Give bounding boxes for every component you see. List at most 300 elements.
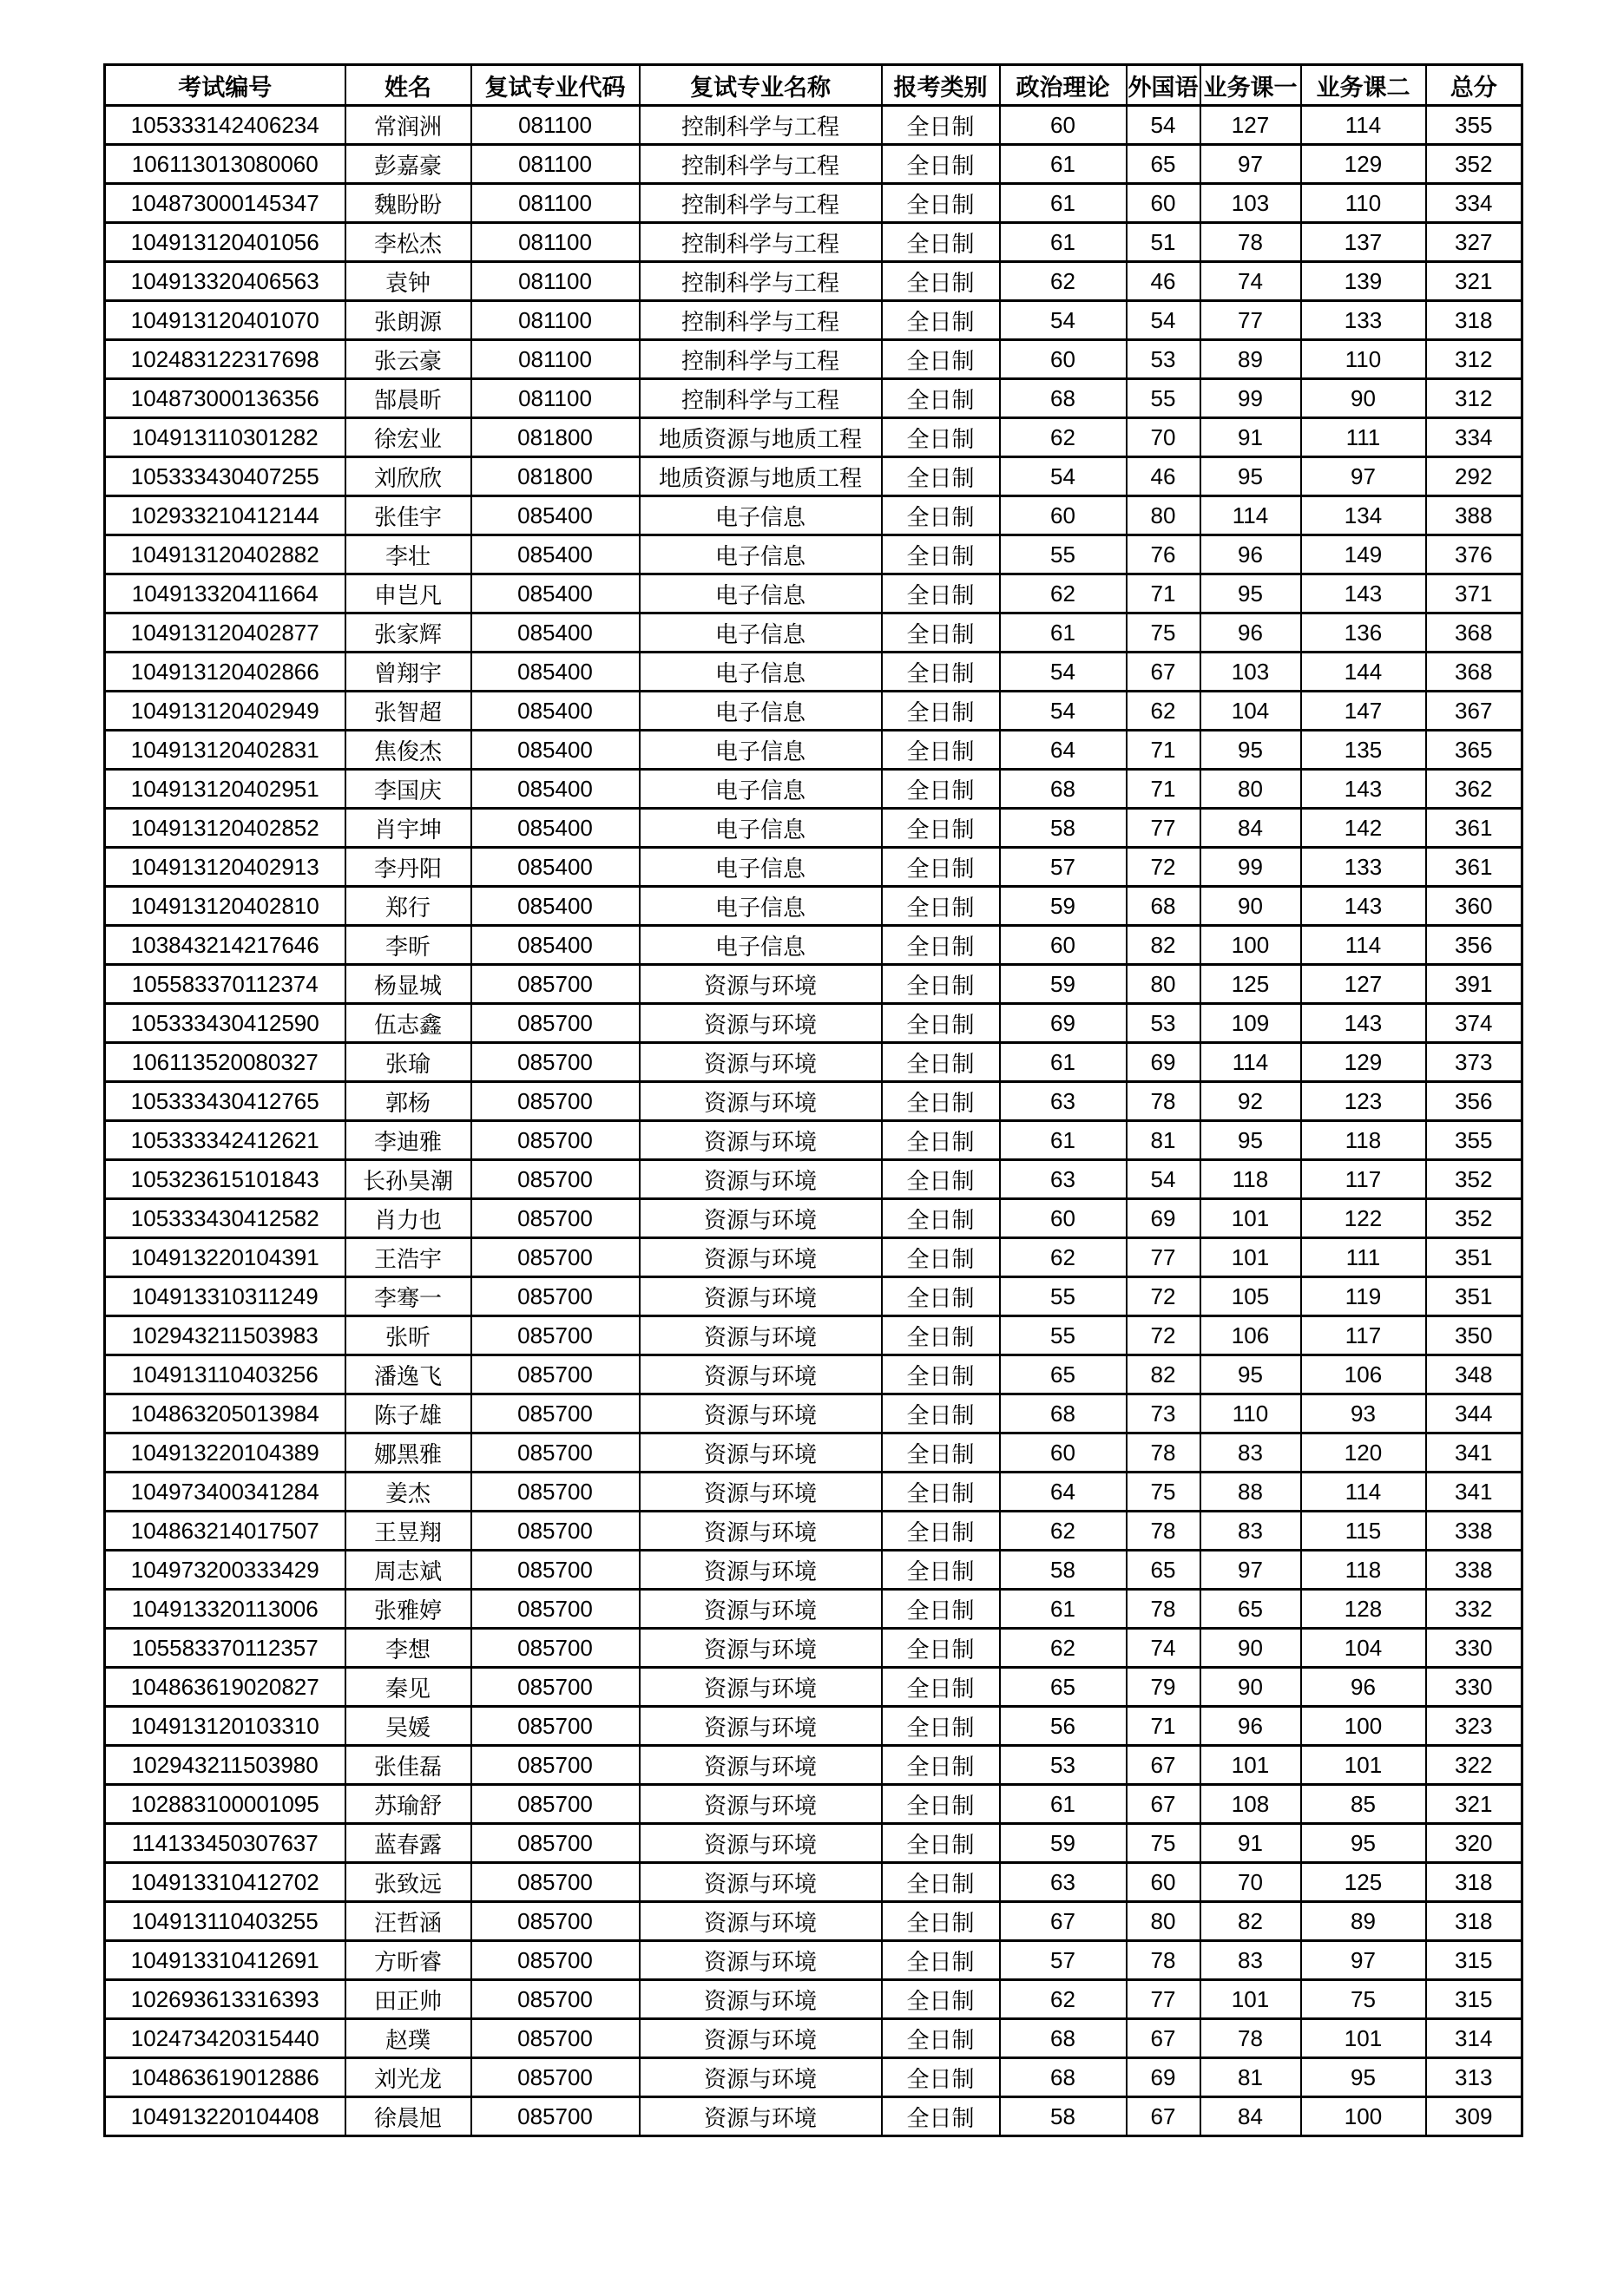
cell: 104913320406563: [105, 262, 345, 301]
cell: 90: [1200, 1629, 1301, 1668]
cell: 67: [1127, 1746, 1200, 1785]
cell: 71: [1127, 574, 1200, 613]
cell: 全日制: [882, 379, 1000, 418]
cell: 53: [1000, 1746, 1127, 1785]
cell: 84: [1200, 2097, 1301, 2136]
cell: 62: [1000, 418, 1127, 457]
cell: 57: [1000, 1941, 1127, 1980]
cell: 76: [1127, 535, 1200, 574]
cell: 59: [1000, 887, 1127, 926]
cell: 资源与环境: [640, 1473, 882, 1512]
cell: 全日制: [882, 653, 1000, 692]
cell: 102943211503980: [105, 1746, 345, 1785]
cell: 资源与环境: [640, 1980, 882, 2019]
table-row: [105, 1980, 1522, 2019]
cell: 100: [1301, 2097, 1426, 2136]
cell: 80: [1127, 496, 1200, 535]
cell: 62: [1000, 1238, 1127, 1277]
cell: 资源与环境: [640, 1590, 882, 1629]
cell: 全日制: [882, 1590, 1000, 1629]
cell: 全日制: [882, 1668, 1000, 1707]
cell: 吴媛: [345, 1707, 471, 1746]
cell: 61: [1000, 1590, 1127, 1629]
cell: 73: [1127, 1394, 1200, 1433]
cell: 114: [1200, 496, 1301, 535]
cell: 96: [1301, 1668, 1426, 1707]
cell: 122: [1301, 1199, 1426, 1238]
cell: 081100: [471, 184, 640, 223]
cell: 101: [1200, 1746, 1301, 1785]
cell: 321: [1426, 262, 1522, 301]
cell: 60: [1000, 340, 1127, 379]
cell: 97: [1301, 1941, 1426, 1980]
cell: 104873000136356: [105, 379, 345, 418]
cell: 资源与环境: [640, 1160, 882, 1199]
cell: 资源与环境: [640, 1941, 882, 1980]
cell: 王昱翔: [345, 1512, 471, 1551]
cell: 汪哲涵: [345, 1902, 471, 1941]
cell: 54: [1000, 653, 1127, 692]
cell: 全日制: [882, 301, 1000, 340]
table-header: [105, 65, 1522, 106]
cell: 105323615101843: [105, 1160, 345, 1199]
cell: 90: [1200, 887, 1301, 926]
cell: 125: [1301, 1863, 1426, 1902]
cell: 67: [1127, 653, 1200, 692]
cell: 085400: [471, 848, 640, 887]
cell: 105333142406234: [105, 106, 345, 145]
cell: 全日制: [882, 926, 1000, 965]
cell: 60: [1000, 926, 1127, 965]
cell: 109: [1200, 1004, 1301, 1043]
cell: 085400: [471, 887, 640, 926]
cell: 360: [1426, 887, 1522, 926]
cell: 127: [1200, 106, 1301, 145]
cell: 085700: [471, 1941, 640, 1980]
cell: 104913220104389: [105, 1433, 345, 1473]
cell: 62: [1000, 262, 1127, 301]
cell: 104913120103310: [105, 1707, 345, 1746]
cell: 电子信息: [640, 535, 882, 574]
cell: 371: [1426, 574, 1522, 613]
cell: 资源与环境: [640, 1512, 882, 1551]
cell: 104913120402913: [105, 848, 345, 887]
cell: 郜晨昕: [345, 379, 471, 418]
cell: 资源与环境: [640, 1238, 882, 1277]
cell: 330: [1426, 1668, 1522, 1707]
cell: 全日制: [882, 809, 1000, 848]
cell: 110: [1301, 340, 1426, 379]
cell: 085700: [471, 1473, 640, 1512]
cell: 周志斌: [345, 1551, 471, 1590]
cell: 85: [1301, 1785, 1426, 1824]
cell: 081100: [471, 340, 640, 379]
cell: 全日制: [882, 1082, 1000, 1121]
cell: 085700: [471, 1902, 640, 1941]
cell: 杨显城: [345, 965, 471, 1004]
cell: 085700: [471, 2097, 640, 2136]
cell: 75: [1127, 613, 1200, 653]
cell: 74: [1127, 1629, 1200, 1668]
cell: 82: [1127, 1355, 1200, 1394]
cell: 全日制: [882, 106, 1000, 145]
cell: 315: [1426, 1941, 1522, 1980]
cell: 388: [1426, 496, 1522, 535]
cell: 姜杰: [345, 1473, 471, 1512]
cell: 103843214217646: [105, 926, 345, 965]
cell: 68: [1127, 887, 1200, 926]
cell: 70: [1200, 1863, 1301, 1902]
cell: 114: [1301, 1473, 1426, 1512]
cell: 65: [1000, 1668, 1127, 1707]
cell: 085400: [471, 731, 640, 770]
cell: 327: [1426, 223, 1522, 262]
cell: 地质资源与地质工程: [640, 418, 882, 457]
cell: 292: [1426, 457, 1522, 496]
cell: 315: [1426, 1980, 1522, 2019]
cell: 101: [1200, 1980, 1301, 2019]
table-row: [105, 1277, 1522, 1316]
table-row: [105, 1473, 1522, 1512]
cell: 105333430407255: [105, 457, 345, 496]
cell: 104913120402882: [105, 535, 345, 574]
cell: 361: [1426, 848, 1522, 887]
cell: 101: [1301, 2019, 1426, 2058]
cell: 104973200333429: [105, 1551, 345, 1590]
table-row: [105, 1394, 1522, 1433]
table-row: [105, 340, 1522, 379]
cell: 104: [1200, 692, 1301, 731]
cell: 101: [1301, 1746, 1426, 1785]
cell: 张瑜: [345, 1043, 471, 1082]
cell: 全日制: [882, 1746, 1000, 1785]
column-header: 政治理论: [1000, 65, 1127, 106]
cell: 88: [1200, 1473, 1301, 1512]
cell: 全日制: [882, 770, 1000, 809]
cell: 085700: [471, 1121, 640, 1160]
cell: 全日制: [882, 965, 1000, 1004]
cell: 80: [1127, 1902, 1200, 1941]
cell: 100: [1301, 1707, 1426, 1746]
cell: 袁钟: [345, 262, 471, 301]
cell: 78: [1127, 1433, 1200, 1473]
cell: 63: [1000, 1160, 1127, 1199]
cell: 李丹阳: [345, 848, 471, 887]
cell: 110: [1301, 184, 1426, 223]
cell: 110: [1200, 1394, 1301, 1433]
cell: 367: [1426, 692, 1522, 731]
cell: 085700: [471, 1590, 640, 1629]
cell: 348: [1426, 1355, 1522, 1394]
cell: 104913120402877: [105, 613, 345, 653]
cell: 控制科学与工程: [640, 379, 882, 418]
cell: 135: [1301, 731, 1426, 770]
cell: 刘欣欣: [345, 457, 471, 496]
cell: 114: [1301, 926, 1426, 965]
cell: 张云豪: [345, 340, 471, 379]
cell: 085700: [471, 1277, 640, 1316]
cell: 143: [1301, 887, 1426, 926]
table-row: [105, 1941, 1522, 1980]
cell: 104863619012886: [105, 2058, 345, 2097]
cell: 085700: [471, 1199, 640, 1238]
cell: 085700: [471, 1082, 640, 1121]
table-row: [105, 848, 1522, 887]
cell: 93: [1301, 1394, 1426, 1433]
cell: 李迪雅: [345, 1121, 471, 1160]
cell: 苏瑜舒: [345, 1785, 471, 1824]
cell: 147: [1301, 692, 1426, 731]
cell: 62: [1000, 1980, 1127, 2019]
cell: 105583370112357: [105, 1629, 345, 1668]
cell: 51: [1127, 223, 1200, 262]
cell: 全日制: [882, 262, 1000, 301]
cell: 103: [1200, 184, 1301, 223]
cell: 电子信息: [640, 692, 882, 731]
cell: 资源与环境: [640, 1316, 882, 1355]
table-row: [105, 1746, 1522, 1785]
cell: 143: [1301, 574, 1426, 613]
cell: 95: [1301, 2058, 1426, 2097]
cell: 085700: [471, 2058, 640, 2097]
table-row: [105, 1902, 1522, 1941]
cell: 电子信息: [640, 770, 882, 809]
column-header: 总分: [1426, 65, 1522, 106]
table-row: [105, 1316, 1522, 1355]
cell: 351: [1426, 1277, 1522, 1316]
cell: 137: [1301, 223, 1426, 262]
cell: 长孙昊潮: [345, 1160, 471, 1199]
cell: 张智超: [345, 692, 471, 731]
cell: 60: [1127, 1863, 1200, 1902]
cell: 374: [1426, 1004, 1522, 1043]
cell: 97: [1200, 1551, 1301, 1590]
column-header: 外国语: [1127, 65, 1200, 106]
cell: 61: [1000, 184, 1127, 223]
cell: 72: [1127, 848, 1200, 887]
cell: 085400: [471, 692, 640, 731]
cell: 69: [1127, 1043, 1200, 1082]
cell: 391: [1426, 965, 1522, 1004]
cell: 李壮: [345, 535, 471, 574]
cell: 351: [1426, 1238, 1522, 1277]
table-row: [105, 1238, 1522, 1277]
cell: 60: [1000, 1199, 1127, 1238]
column-header: 考试编号: [105, 65, 345, 106]
cell: 104863214017507: [105, 1512, 345, 1551]
table-row: [105, 1355, 1522, 1394]
cell: 085700: [471, 1316, 640, 1355]
cell: 104913110403255: [105, 1902, 345, 1941]
table-row: [105, 145, 1522, 184]
cell: 资源与环境: [640, 1355, 882, 1394]
column-header: 姓名: [345, 65, 471, 106]
cell: 085700: [471, 1668, 640, 1707]
cell: 全日制: [882, 692, 1000, 731]
table-row: [105, 731, 1522, 770]
cell: 电子信息: [640, 926, 882, 965]
table-row: [105, 1433, 1522, 1473]
cell: 312: [1426, 340, 1522, 379]
cell: 61: [1000, 223, 1127, 262]
cell: 82: [1200, 1902, 1301, 1941]
cell: 81: [1200, 2058, 1301, 2097]
cell: 58: [1000, 809, 1127, 848]
cell: 54: [1127, 301, 1200, 340]
cell: 控制科学与工程: [640, 262, 882, 301]
cell: 全日制: [882, 1629, 1000, 1668]
cell: 356: [1426, 1082, 1522, 1121]
cell: 资源与环境: [640, 1746, 882, 1785]
cell: 334: [1426, 418, 1522, 457]
cell: 68: [1000, 1394, 1127, 1433]
cell: 104873000145347: [105, 184, 345, 223]
cell: 60: [1000, 1433, 1127, 1473]
cell: 65: [1000, 1355, 1127, 1394]
cell: 60: [1000, 496, 1127, 535]
cell: 全日制: [882, 457, 1000, 496]
cell: 085700: [471, 1512, 640, 1551]
cell: 全日制: [882, 1004, 1000, 1043]
cell: 全日制: [882, 1121, 1000, 1160]
cell: 102943211503983: [105, 1316, 345, 1355]
cell: 72: [1127, 1316, 1200, 1355]
cell: 张昕: [345, 1316, 471, 1355]
cell: 362: [1426, 770, 1522, 809]
cell: 102693613316393: [105, 1980, 345, 2019]
cell: 张朗源: [345, 301, 471, 340]
cell: 资源与环境: [640, 2097, 882, 2136]
cell: 69: [1000, 1004, 1127, 1043]
cell: 318: [1426, 1902, 1522, 1941]
table-row: [105, 1199, 1522, 1238]
cell: 资源与环境: [640, 2019, 882, 2058]
cell: 368: [1426, 653, 1522, 692]
cell: 54: [1000, 301, 1127, 340]
cell: 90: [1301, 379, 1426, 418]
cell: 102483122317698: [105, 340, 345, 379]
cell: 91: [1200, 1824, 1301, 1863]
cell: 085400: [471, 574, 640, 613]
cell: 118: [1200, 1160, 1301, 1199]
cell: 53: [1127, 340, 1200, 379]
cell: 085700: [471, 1004, 640, 1043]
cell: 电子信息: [640, 809, 882, 848]
table-row: [105, 223, 1522, 262]
cell: 81: [1127, 1121, 1200, 1160]
cell: 电子信息: [640, 887, 882, 926]
cell: 334: [1426, 184, 1522, 223]
column-header: 复试专业代码: [471, 65, 640, 106]
cell: 62: [1000, 574, 1127, 613]
cell: 全日制: [882, 1863, 1000, 1902]
table-row: [105, 692, 1522, 731]
cell: 104913220104408: [105, 2097, 345, 2136]
cell: 资源与环境: [640, 1551, 882, 1590]
cell: 111: [1301, 418, 1426, 457]
cell: 63: [1000, 1082, 1127, 1121]
cell: 57: [1000, 848, 1127, 887]
table-row: [105, 418, 1522, 457]
cell: 65: [1127, 1551, 1200, 1590]
cell: 105333430412590: [105, 1004, 345, 1043]
cell: 332: [1426, 1590, 1522, 1629]
table-row: [105, 1004, 1522, 1043]
cell: 322: [1426, 1746, 1522, 1785]
cell: 085700: [471, 1785, 640, 1824]
cell: 全日制: [882, 535, 1000, 574]
cell: 78: [1127, 1941, 1200, 1980]
cell: 085700: [471, 1707, 640, 1746]
cell: 68: [1000, 2058, 1127, 2097]
cell: 李松杰: [345, 223, 471, 262]
cell: 117: [1301, 1316, 1426, 1355]
cell: 143: [1301, 770, 1426, 809]
cell: 全日制: [882, 340, 1000, 379]
cell: 电子信息: [640, 848, 882, 887]
table-row: [105, 653, 1522, 692]
cell: 83: [1200, 1512, 1301, 1551]
cell: 67: [1127, 2019, 1200, 2058]
cell: 张佳磊: [345, 1746, 471, 1785]
cell: 全日制: [882, 2019, 1000, 2058]
cell: 118: [1301, 1121, 1426, 1160]
cell: 085700: [471, 1980, 640, 2019]
cell: 330: [1426, 1629, 1522, 1668]
cell: 106: [1200, 1316, 1301, 1355]
cell: 74: [1200, 262, 1301, 301]
cell: 119: [1301, 1277, 1426, 1316]
cell: 54: [1127, 106, 1200, 145]
cell: 129: [1301, 145, 1426, 184]
table-row: [105, 496, 1522, 535]
cell: 111: [1301, 1238, 1426, 1277]
cell: 全日制: [882, 145, 1000, 184]
cell: 电子信息: [640, 731, 882, 770]
table-row: [105, 1863, 1522, 1902]
cell: 电子信息: [640, 653, 882, 692]
cell: 61: [1000, 145, 1127, 184]
cell: 控制科学与工程: [640, 184, 882, 223]
cell: 全日制: [882, 1316, 1000, 1355]
cell: 全日制: [882, 496, 1000, 535]
cell: 101: [1200, 1199, 1301, 1238]
cell: 方昕睿: [345, 1941, 471, 1980]
table-header-row: [105, 65, 1522, 106]
cell: 77: [1127, 1980, 1200, 2019]
cell: 75: [1127, 1824, 1200, 1863]
cell: 106113013080060: [105, 145, 345, 184]
cell: 64: [1000, 1473, 1127, 1512]
cell: 全日制: [882, 2097, 1000, 2136]
cell: 全日制: [882, 1512, 1000, 1551]
cell: 341: [1426, 1433, 1522, 1473]
cell: 资源与环境: [640, 1863, 882, 1902]
cell: 78: [1200, 223, 1301, 262]
cell: 104913120402949: [105, 692, 345, 731]
cell: 77: [1127, 1238, 1200, 1277]
cell: 085700: [471, 1629, 640, 1668]
cell: 59: [1000, 1824, 1127, 1863]
cell: 65: [1200, 1590, 1301, 1629]
cell: 95: [1200, 1355, 1301, 1394]
cell: 123: [1301, 1082, 1426, 1121]
cell: 肖宇坤: [345, 809, 471, 848]
cell: 104913120401056: [105, 223, 345, 262]
cell: 全日制: [882, 1355, 1000, 1394]
cell: 申岂凡: [345, 574, 471, 613]
cell: 郭杨: [345, 1082, 471, 1121]
